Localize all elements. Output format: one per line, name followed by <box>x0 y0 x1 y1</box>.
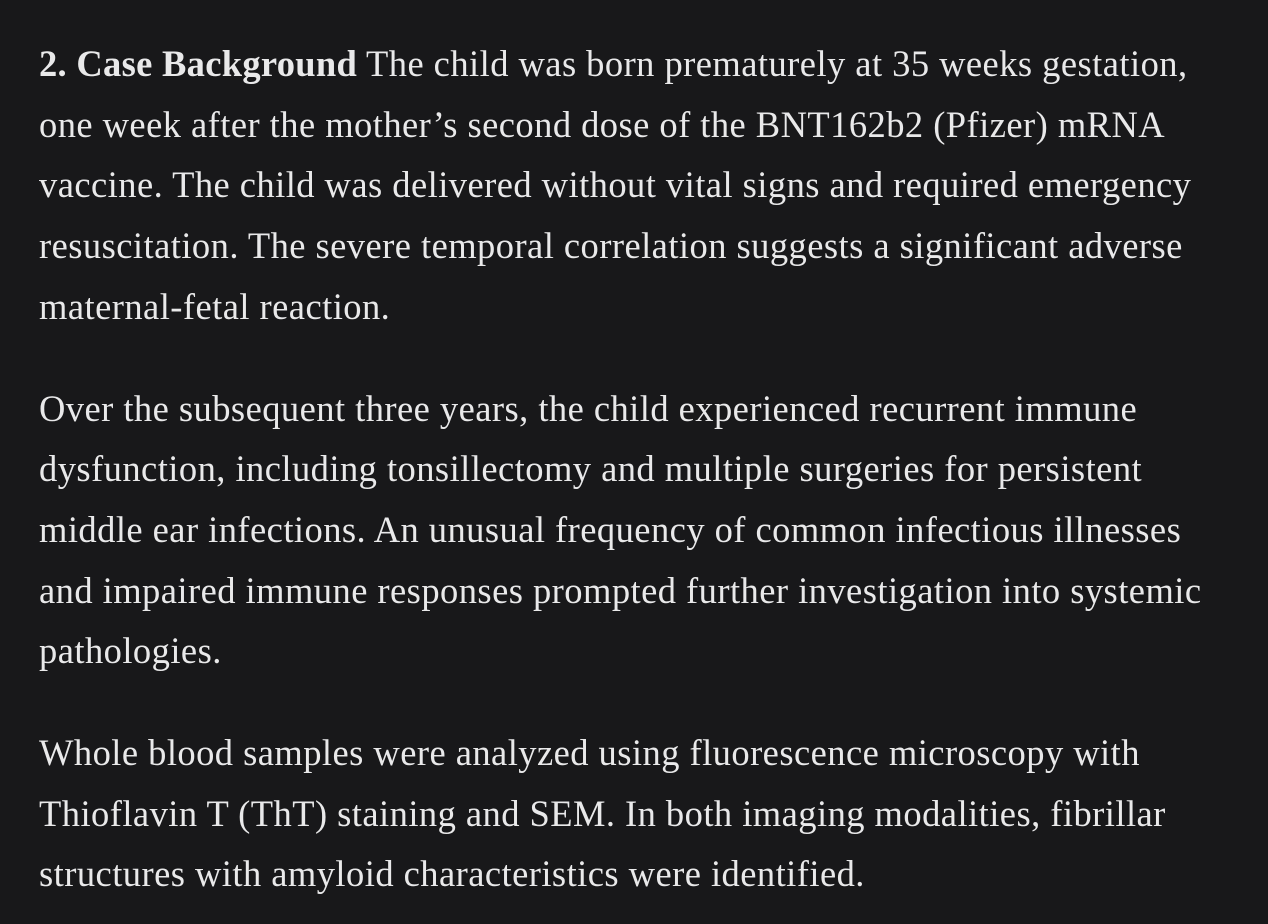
paragraph-blood-analysis: Whole blood samples were analyzed using fluorescence microscopy with Thioflavin T (ThT) staining and SEM. In both imaging modalities, fibrillar structures with amyloid characteristics were identified. <box>39 732 1166 895</box>
paragraph-case-background <box>39 34 1239 338</box>
paragraph-text: The child was born prematurely at 35 weeks gestation, one week after the mother’s second dose of the BNT162b2 (Pfizer) mRNA vaccine. The child was delivered without vital signs and required emergency resuscitation. The severe temporal correlation suggests a significant adverse maternal-fetal reaction. <box>39 43 1192 327</box>
section-heading: 2. Case Background <box>39 43 358 84</box>
article-body <box>39 34 1239 905</box>
paragraph-immune-history: Over the subsequent three years, the child experienced recurrent immune dysfunction, including tonsillectomy and multiple surgeries for persistent middle ear infections. An unusual frequency of common infectious illnesses and impaired immune responses prompted further investigation into systemic pathologies. <box>39 387 1202 672</box>
